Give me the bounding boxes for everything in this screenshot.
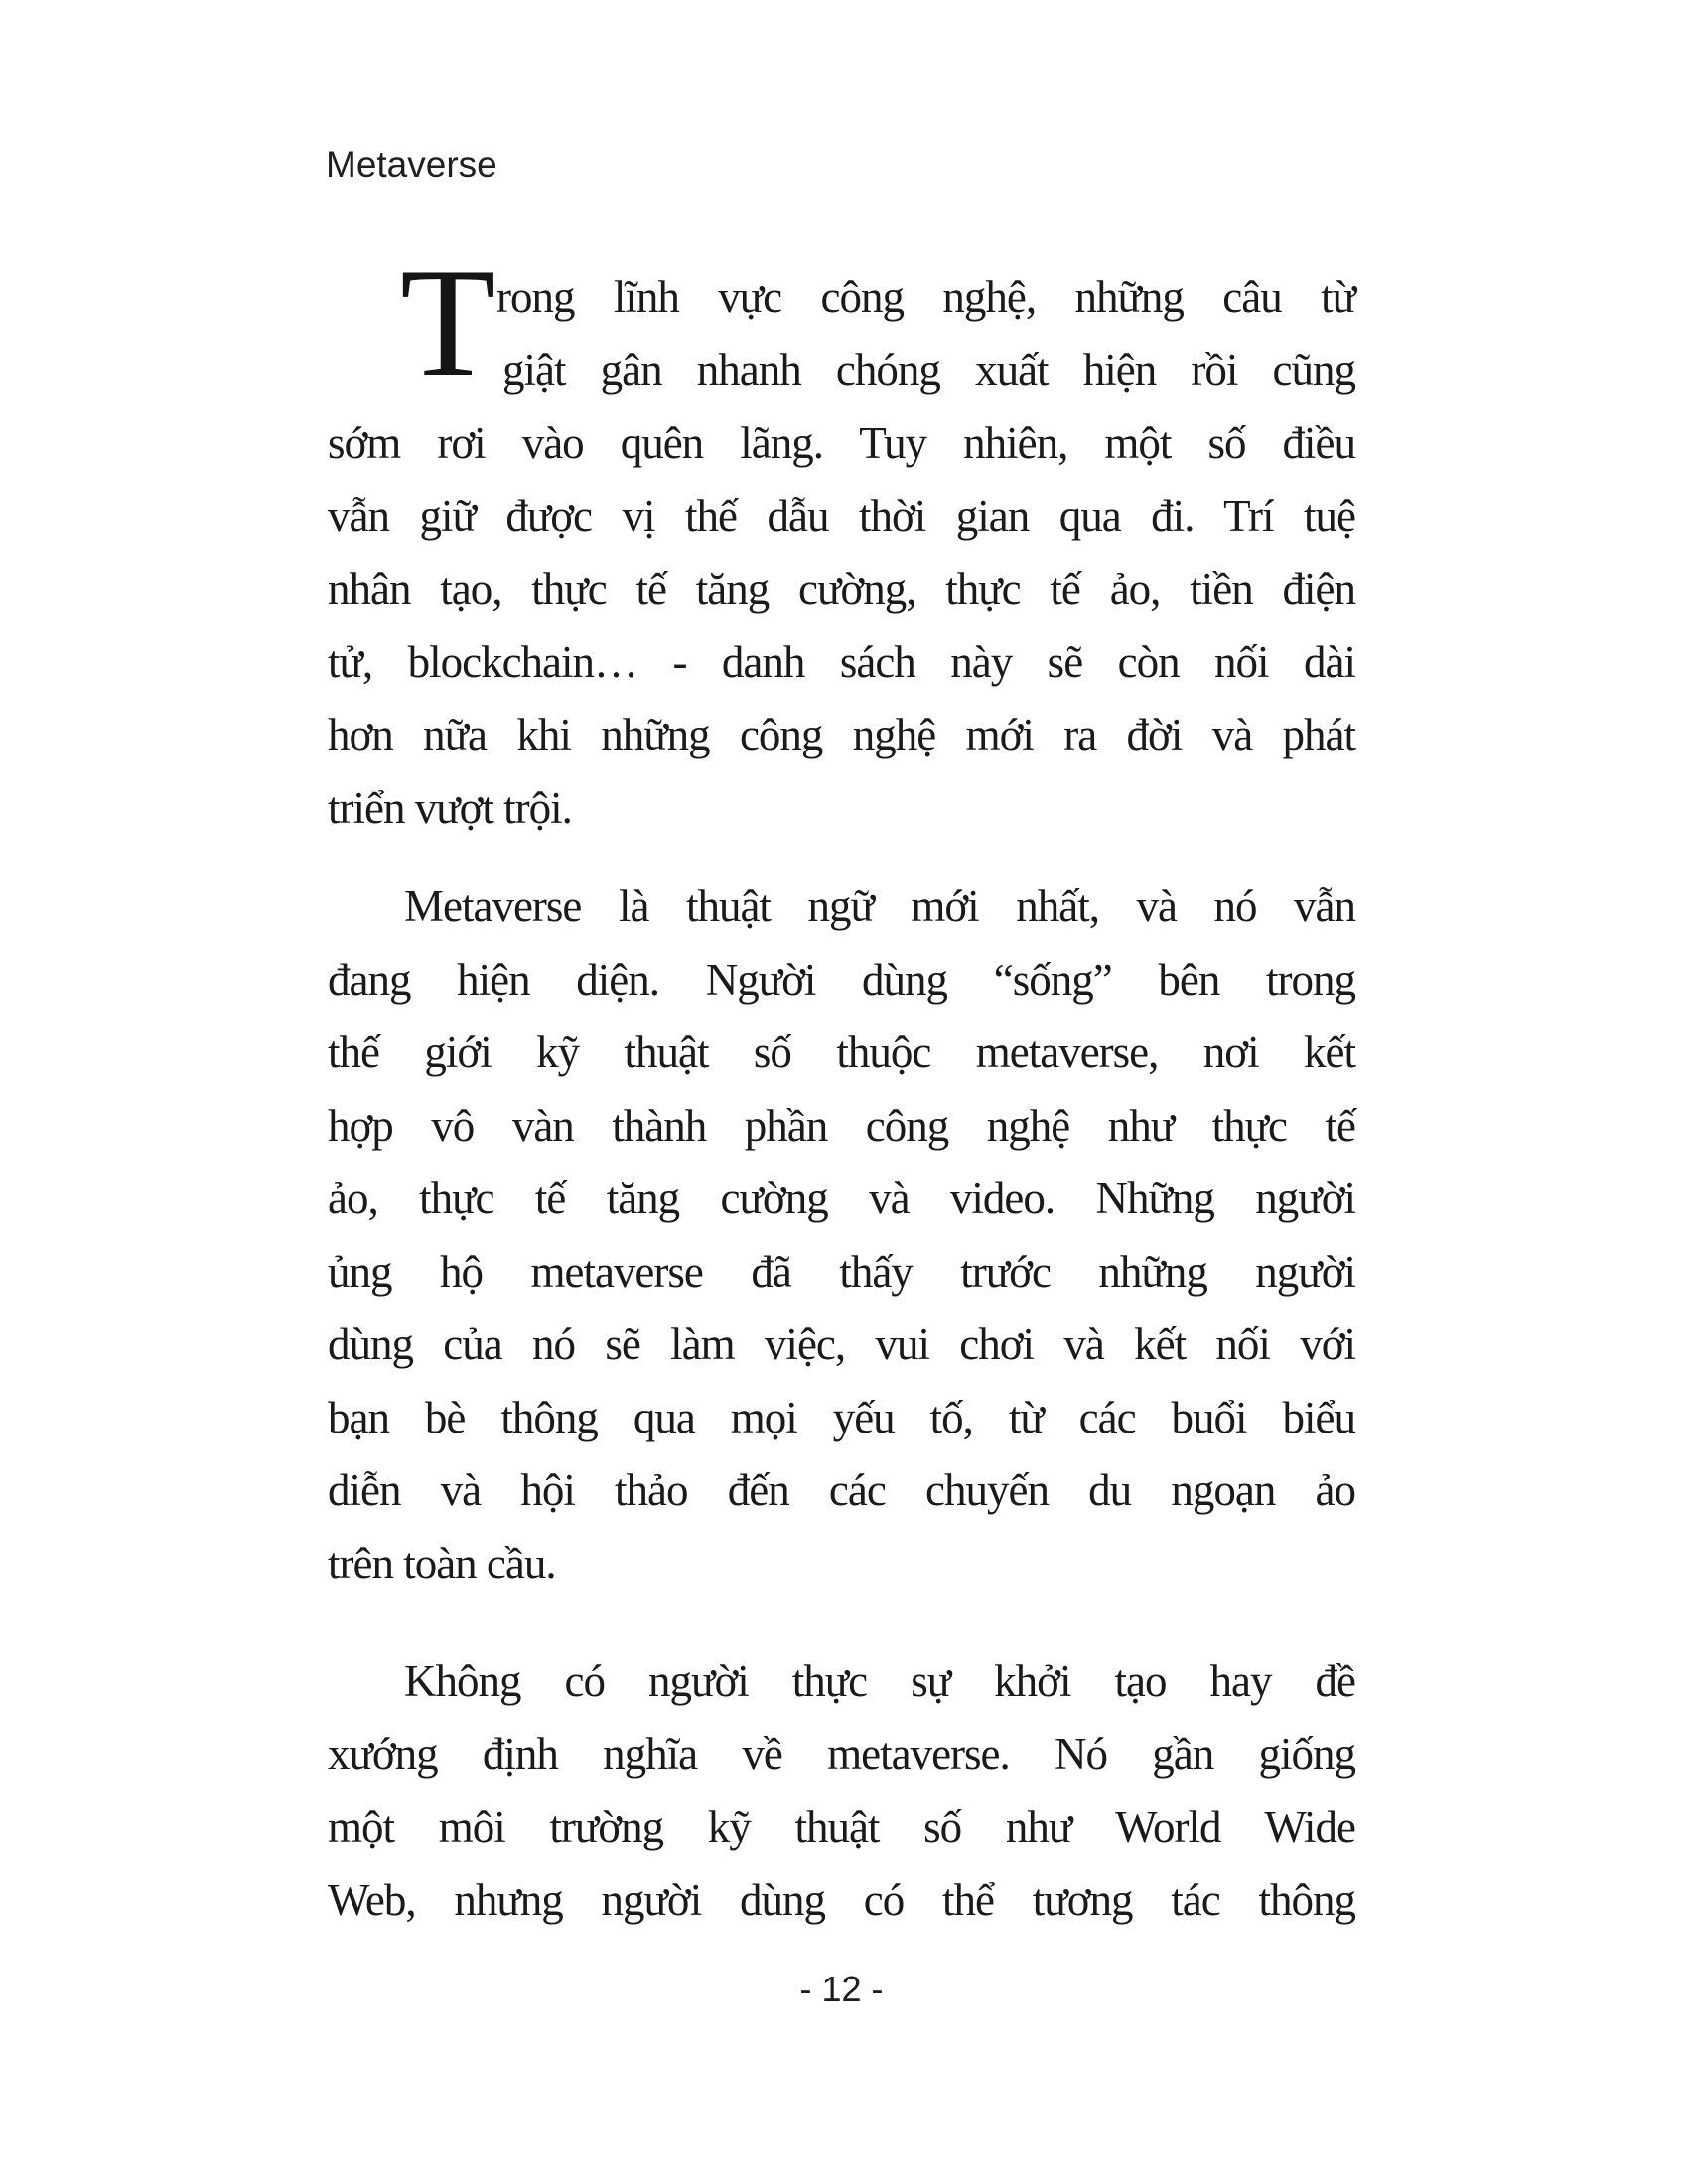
text-line: Metaverse là thuật ngữ mới nhất, và nó vẫn [404,882,1355,931]
page-number: - 12 - [799,1969,884,2009]
drop-cap: T [400,236,496,410]
text-line: ảo, thực tế tăng cường và video. Những người [328,1173,1355,1223]
text-line: triển vượt trội. [328,782,572,833]
text-line: Không có người thực sự khởi tạo hay đề [404,1656,1355,1706]
text-line: hơn nữa khi những công nghệ mới ra đời và phát [328,710,1355,759]
text-line: một môi trường kỹ thuật số như World Wide [328,1802,1355,1851]
text-line: bạn bè thông qua mọi yếu tố, từ các buổi biểu [328,1392,1355,1442]
text-line: thế giới kỹ thuật số thuộc metaverse, nơi kết [328,1027,1355,1077]
text-line: hợp vô vàn thành phần công nghệ như thực tế [328,1100,1355,1151]
text-line: dùng của nó sẽ làm việc, vui chơi và kết nối với [328,1319,1355,1369]
text-line: Web, nhưng người dùng có thể tương tác thông [328,1874,1355,1925]
text-line: xướng định nghĩa về metaverse. Nó gần giống [328,1728,1355,1779]
running-header: Metaverse [326,144,497,185]
text-line: nhân tạo, thực tế tăng cường, thực tế ảo, tiền điện [328,564,1355,614]
body-paragraph [328,871,1355,1600]
text-line: ủng hộ metaverse đã thấy trước những người [328,1246,1355,1297]
text-line: diễn và hội thảo đến các chuyến du ngoạn ảo [328,1465,1355,1515]
text-line: trên toàn cầu. [328,1538,556,1588]
body-paragraph [328,236,1355,845]
text-line: sớm rơi vào quên lãng. Tuy nhiên, một số điều [328,418,1355,468]
text-line: vẫn giữ được vị thế dẫu thời gian qua đi. Trí tuệ [328,490,1355,541]
body-paragraph [328,1645,1355,1937]
text-line: giật gân nhanh chóng xuất hiện rồi cũng [502,344,1355,395]
text-line: rong lĩnh vực công nghệ, những câu từ [496,272,1355,322]
text-line: tử, blockchain… - danh sách này sẽ còn nối dài [328,636,1355,687]
text-line: đang hiện diện. Người dùng “sống” bên trong [328,954,1355,1005]
